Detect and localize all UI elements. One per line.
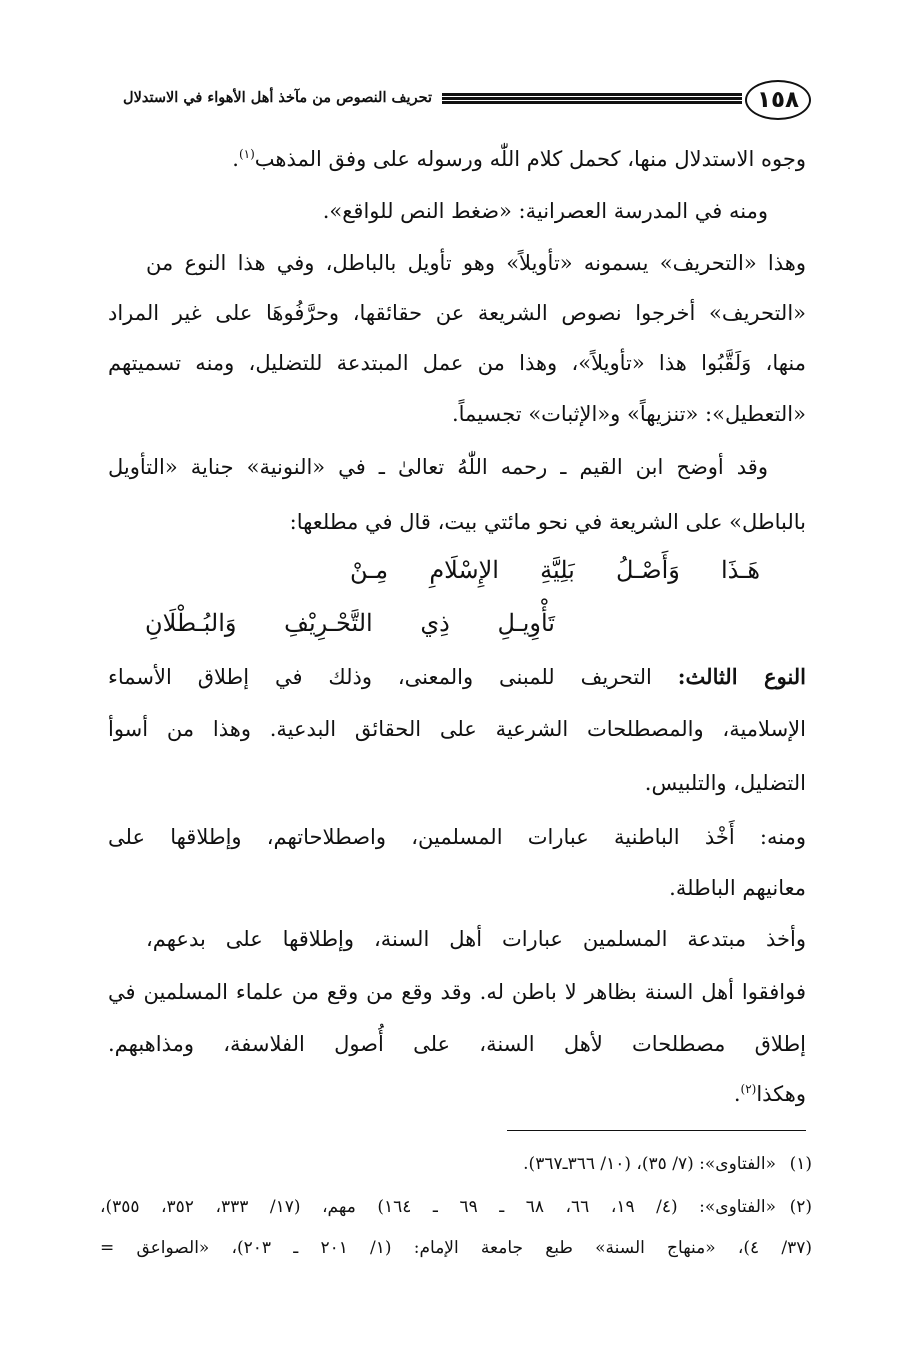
body-line-15: فوافقوا أهل السنة بظاهر لا باطن له. وقد وقع من وقع من علماء المسلمين في [108, 980, 806, 1004]
poem-verse-2 [145, 603, 555, 643]
running-header [0, 78, 924, 126]
running-title: تحريف النصوص من مآخذ أهل الأهواء في الاستدلال [123, 89, 432, 106]
body-text: وجوه الاستدلال منها، كحمل كلام اللّٰه ورسوله على وفق المذهب [254, 147, 806, 171]
body-line-9 [108, 660, 806, 694]
body-line-7: وقد أوضح ابن القيم ـ رحمه اللّٰهُ تعالىٰ ـ في «النونية» جناية «التأويل [108, 455, 768, 479]
verse-word: هَـذَا [721, 556, 760, 584]
body-line-10: الإسلامية، والمصطلحات الشرعية على الحقائق البدعية. وهذا من أسوأ [108, 717, 806, 741]
footnote-separator [507, 1130, 806, 1131]
body-text: . [733, 1082, 741, 1106]
footnote-number: (٢) [789, 1197, 813, 1217]
footnote-number: (١) [789, 1154, 812, 1174]
footnote-1 [100, 1150, 812, 1178]
body-line-4: «التحريف» أخرجوا نصوص الشريعة عن حقائقها، وحرَّفُوهَا على غير المراد [108, 301, 806, 325]
body-text: وهكذا [756, 1082, 806, 1106]
section-label: النوع الثالث: [677, 664, 807, 689]
verse-word: مِـنْ [350, 556, 389, 584]
verse-word: تَأْوِيـلِ [497, 609, 555, 637]
body-text: التحريف للمبنى والمعنى، وذلك في إطلاق الأسماء [108, 665, 678, 689]
body-line-11: التضليل، والتلبيس. [644, 771, 806, 795]
verse-word: وَأَصْـلُ [616, 556, 680, 584]
body-line-5: منها، وَلَقَّبُوا هذا «تأويلاً»، وهذا من عمل المبتدعة للتضليل، ومنه تسميتهم [108, 351, 806, 375]
body-line-8: بالباطل» على الشريعة في نحو مائتي بيت، قال في مطلعها: [289, 510, 806, 534]
poem-verse-1 [350, 550, 760, 590]
body-line-13: معانيهم الباطلة. [669, 876, 806, 900]
body-text: . [232, 147, 239, 171]
body-line-2: ومنه في المدرسة العصرانية: «ضغط النص للواقع». [322, 199, 768, 223]
body-line-16: إطلاق مصطلحات لأهل السنة، على أُصول الفلاسفة، ومذاهبهم. [108, 1032, 806, 1056]
verse-word: التَّحْـرِيْفِ [284, 609, 373, 637]
body-line-1 [108, 142, 806, 176]
footnote-text: «الفتاوى»: (٧/ ٣٥)، (١٠/ ٣٦٦ـ٣٦٧). [523, 1154, 776, 1174]
page-number: ١٥٨ [745, 80, 811, 120]
footnote-2 [100, 1193, 812, 1221]
body-line-17 [108, 1077, 806, 1111]
header-rule [442, 93, 742, 104]
body-line-6: «التعطيل»: «تنزيهاً» و«الإثبات» تجسيماً. [451, 402, 806, 426]
verse-word: وَالبُـطْلَانِ [145, 609, 237, 637]
footnote-marker-1: (١) [238, 147, 255, 161]
footnote-marker-2: (٢) [740, 1082, 757, 1096]
verse-word: بَلِيَّةِ [540, 556, 575, 584]
body-line-3: وهذا «التحريف» يسمونه «تأويلاً» وهو تأويل بالباطل، وفي هذا النوع من [146, 251, 806, 275]
footnote-2-continued: (٣٧/ ٤)، «منهاج السنة» طبع جامعة الإمام: (١/ ٢٠١ ـ ٢٠٣)، «الصواعق = [100, 1238, 812, 1258]
verse-word: ذِي [420, 609, 450, 637]
body-line-14: وأخذ مبتدعة المسلمين عبارات أهل السنة، وإطلاقها على بدعهم، [146, 927, 806, 951]
body-line-12: ومنه: أَخْذ الباطنية عبارات المسلمين، واصطلاحاتهم، وإطلاقها على [108, 825, 806, 849]
footnote-text: «الفتاوى»: (٤/ ١٩، ٦٦، ٦٨ ـ ٦٩ ـ ١٦٤) مهم، (١٧/ ٣٣٣، ٣٥٢، ٣٥٥)، [100, 1197, 777, 1217]
verse-word: الإِسْلَامِ [429, 556, 499, 584]
